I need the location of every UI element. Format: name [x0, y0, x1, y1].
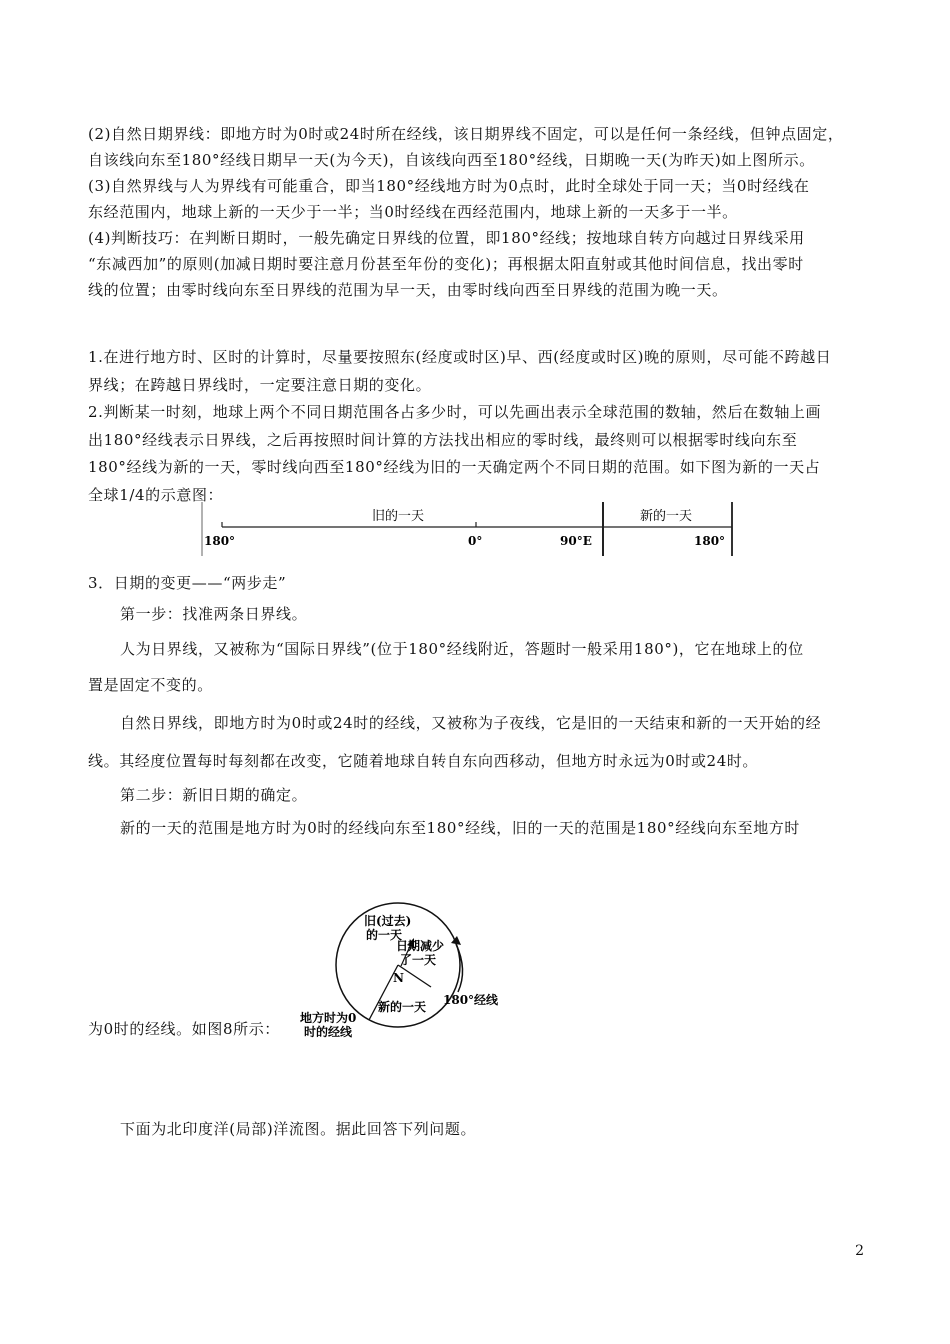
- page-number: 2: [855, 1243, 864, 1259]
- rule-4-line-3: 线的位置；由零时线向东至日界线的范围为早一天，由零时线向西至日界线的范围为晚一天。: [88, 281, 728, 299]
- new-day-label: 新的一天: [378, 1000, 427, 1014]
- zero-meridian-label-2: 时的经线: [304, 1025, 353, 1039]
- tick-label-180-east: 180°: [694, 534, 726, 548]
- rotation-arrowhead-icon: [451, 936, 461, 945]
- tip-1-line-1: 1.在进行地方时、区时的计算时，尽量要按照东(经度或时区)早、西(经度或时区)晚的原则，尽可能不跨越日: [88, 348, 832, 366]
- date-axis-figure: [198, 500, 738, 558]
- rule-3-line-2: 东经范围内，地球上新的一天少于一半；当0时经线在西经范围内，地球上新的一天多于一半。: [88, 203, 738, 221]
- decrease-label-1: 日期减少: [396, 939, 445, 953]
- rule-2-line-2: 自该线向东至180°经线日期早一天(为今天)，自该线向西至180°经线，日期晚一天(为昨天)如上图所示。: [88, 151, 815, 169]
- old-day-label-2: 的一天: [366, 928, 403, 942]
- section-3-body: [88, 598, 878, 845]
- rule-2-line-1: (2)自然日期界线：即地方时为0时或24时所在经线，该日期界线不固定，可以是任何一条经线，但钟点固定，: [88, 125, 844, 143]
- rule-4-line-1: (4)判断技巧：在判断日期时，一般先确定日界线的位置，即180°经线；按地球自转方向越过日界线采用: [88, 229, 805, 247]
- question-intro-block: [88, 1116, 878, 1142]
- section-3-heading-block: [88, 570, 878, 596]
- para-2-line-2: 线。其经度位置每时每刻都在改变，它随着地球自转自东向西移动，但地方时永远为0时或24时。: [88, 752, 759, 770]
- question-intro: 下面为北印度洋(局部)洋流图。据此回答下列问题。: [120, 1120, 477, 1138]
- para-1-line-1: 人为日界线，又被称为“国际日界线”(位于180°经线附近，答题时一般采用180°)，它在地球上的位: [120, 640, 804, 658]
- old-day-label: 旧的一天: [371, 509, 425, 524]
- tick-label-90e: 90°E: [560, 534, 592, 548]
- tips-section: [88, 344, 878, 509]
- rule-3-line-1: (3)自然界线与人为界线有可能重合，即当180°经线地方时为0点时，此时全球处于同一天；当0时经线在: [88, 177, 810, 195]
- new-day-label: 新的一天: [639, 509, 693, 524]
- tip-2-line-1: 2.判断某一时刻，地球上两个不同日期范围各占多少时，可以先画出表示全球范围的数轴，然后在数轴上画: [88, 403, 822, 421]
- rule-4-line-2: “东减西加”的原则(加减日期时要注意月份甚至年份的变化)；再根据太阳直射或其他时间信息，找出零时: [88, 255, 804, 273]
- tip-2-line-2: 出180°经线表示日界线，之后再按照时间计算的方法找出相应的零时线，最终则可以根据零时线向东至: [88, 430, 798, 449]
- tick-label-180-west: 180°: [204, 534, 236, 548]
- north-label: N: [393, 971, 404, 985]
- old-day-label-1: 旧(过去): [364, 914, 412, 928]
- step-2: 第二步：新旧日期的确定。: [120, 786, 308, 804]
- zero-meridian-label-1: 地方时为0: [300, 1011, 357, 1025]
- tip-2-line-4: 全球1/4的示意图：: [88, 485, 224, 504]
- para-2-line-1: 自然日界线，即地方时为0时或24时的经线，又被称为子夜线，它是旧的一天结束和新的一天开始的经: [120, 714, 822, 732]
- para-3-line-2: 为0时的经线。如图8所示：: [88, 1020, 280, 1038]
- para-1-line-2: 置是固定不变的。: [88, 676, 213, 694]
- tip-1-line-2: 界线；在跨越日界线时，一定要注意日期的变化。: [88, 375, 432, 394]
- para-3-line-1: 新的一天的范围是地方时为0时的经线向东至180°经线，旧的一天的范围是180°经线向东至地方时: [120, 819, 801, 837]
- date-circle-figure: [298, 900, 508, 1042]
- step-1: 第一步：找准两条日界线。: [120, 605, 308, 623]
- meridian-180-label: 180°经线: [443, 993, 499, 1007]
- decrease-label-2: 了一天: [400, 953, 437, 967]
- tip-2-line-3: 180°经线为新的一天，零时线向西至180°经线为旧的一天确定两个不同日期的范围。如下图为新的一天占: [88, 458, 821, 476]
- rules-section: [88, 121, 878, 303]
- section-3-heading: 3．日期的变更——“两步走”: [88, 574, 287, 592]
- tick-label-0: 0°: [468, 534, 483, 548]
